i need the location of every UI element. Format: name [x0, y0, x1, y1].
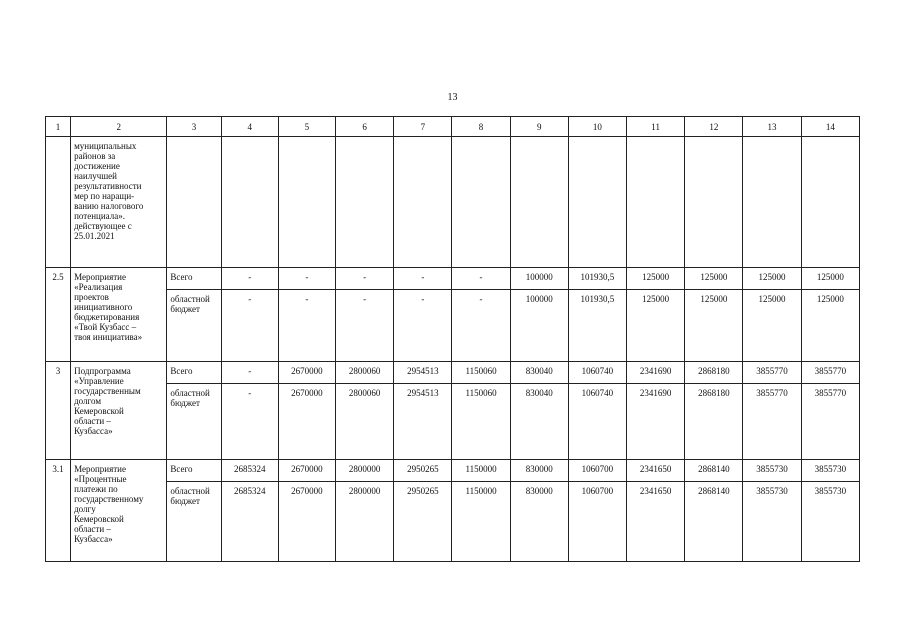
value-cell: 1060740: [568, 384, 626, 460]
column-header: 8: [452, 117, 510, 137]
value-cell: 1060740: [568, 362, 626, 384]
value-cell: 2670000: [278, 362, 335, 384]
value-cell: 2950265: [394, 460, 452, 482]
continuation-row: [46, 137, 860, 268]
value-cell: 1150000: [452, 482, 510, 562]
value-cell: 100000: [510, 290, 568, 362]
value-cell: -: [221, 268, 278, 290]
column-header: 1: [46, 117, 71, 137]
value-cell: 2954513: [394, 362, 452, 384]
value-cell: 3855730: [743, 482, 801, 562]
column-header: 14: [801, 117, 859, 137]
value-cell: 125000: [627, 268, 685, 290]
value-cell: 3855770: [801, 384, 859, 460]
row-number: 2.5: [46, 268, 71, 362]
funding-source: областной бюджет: [167, 384, 221, 460]
empty-cell: [452, 137, 510, 268]
value-cell: -: [221, 290, 278, 362]
empty-cell: [743, 137, 801, 268]
value-cell: 2685324: [221, 460, 278, 482]
table-row: [46, 268, 860, 290]
value-cell: 101930,5: [568, 290, 626, 362]
value-cell: 2800060: [336, 384, 394, 460]
column-header: 2: [71, 117, 167, 137]
value-cell: 100000: [510, 268, 568, 290]
value-cell: 125000: [743, 290, 801, 362]
value-cell: 125000: [627, 290, 685, 362]
empty-cell: [685, 137, 743, 268]
value-cell: 2341650: [627, 460, 685, 482]
value-cell: 830040: [510, 384, 568, 460]
value-cell: 1060700: [568, 460, 626, 482]
value-cell: 125000: [743, 268, 801, 290]
column-header: 3: [167, 117, 221, 137]
empty-cell: [394, 137, 452, 268]
value-cell: 3855770: [743, 362, 801, 384]
empty-cell: [278, 137, 335, 268]
value-cell: 3855770: [743, 384, 801, 460]
row-name: Мероприятие «Реализация проектов инициативного бюджетирования «Твой Кузбасс – твоя инициатива»: [71, 268, 167, 362]
value-cell: 2685324: [221, 482, 278, 562]
value-cell: 830040: [510, 362, 568, 384]
value-cell: -: [336, 290, 394, 362]
table-row: [46, 460, 860, 482]
value-cell: 1060700: [568, 482, 626, 562]
column-header: 12: [685, 117, 743, 137]
value-cell: 3855730: [801, 460, 859, 482]
value-cell: 125000: [685, 268, 743, 290]
value-cell: 3855730: [801, 482, 859, 562]
table-row: [46, 362, 860, 384]
empty-cell: [568, 137, 626, 268]
table-row: [46, 384, 860, 460]
empty-cell: [167, 137, 221, 268]
value-cell: -: [221, 362, 278, 384]
funding-source: Всего: [167, 460, 221, 482]
funding-source: областной бюджет: [167, 482, 221, 562]
value-cell: -: [452, 290, 510, 362]
row-name: Мероприятие «Процентные платежи по государственному долгу Кемеровской области – Кузбасса»: [71, 460, 167, 562]
table-row: [46, 290, 860, 362]
empty-cell: [510, 137, 568, 268]
empty-cell: [801, 137, 859, 268]
value-cell: -: [394, 290, 452, 362]
value-cell: 125000: [801, 268, 859, 290]
value-cell: 1150000: [452, 460, 510, 482]
value-cell: 2800060: [336, 362, 394, 384]
column-header: 4: [221, 117, 278, 137]
table-row: [46, 482, 860, 562]
continuation-text: муниципальных районов за достижение наилучшей результативности мер по наращи- ванию налогового потенциала». действующее с 25.01.2021: [71, 137, 167, 268]
value-cell: 125000: [801, 290, 859, 362]
value-cell: -: [394, 268, 452, 290]
value-cell: 2868180: [685, 362, 743, 384]
empty-cell: [627, 137, 685, 268]
value-cell: 830000: [510, 460, 568, 482]
empty-cell: [221, 137, 278, 268]
value-cell: 2800000: [336, 460, 394, 482]
value-cell: -: [336, 268, 394, 290]
column-header: 6: [336, 117, 394, 137]
value-cell: -: [278, 268, 335, 290]
value-cell: 830000: [510, 482, 568, 562]
empty-cell: [336, 137, 394, 268]
value-cell: 2670000: [278, 384, 335, 460]
value-cell: 2868140: [685, 460, 743, 482]
column-header: 11: [627, 117, 685, 137]
column-header: 13: [743, 117, 801, 137]
value-cell: 1150060: [452, 362, 510, 384]
value-cell: 2670000: [278, 460, 335, 482]
value-cell: 125000: [685, 290, 743, 362]
header-row: [46, 117, 860, 137]
empty-cell: [46, 137, 71, 268]
value-cell: 2341690: [627, 362, 685, 384]
value-cell: 2868140: [685, 482, 743, 562]
value-cell: 101930,5: [568, 268, 626, 290]
column-header: 10: [568, 117, 626, 137]
value-cell: 2868180: [685, 384, 743, 460]
column-header: 9: [510, 117, 568, 137]
page-number: 13: [447, 92, 458, 103]
value-cell: -: [221, 384, 278, 460]
value-cell: 2341690: [627, 384, 685, 460]
value-cell: 2670000: [278, 482, 335, 562]
value-cell: 2950265: [394, 482, 452, 562]
row-number: 3.1: [46, 460, 71, 562]
value-cell: 1150060: [452, 384, 510, 460]
funding-source: областной бюджет: [167, 290, 221, 362]
value-cell: -: [452, 268, 510, 290]
column-header: 5: [278, 117, 335, 137]
funding-source: Всего: [167, 268, 221, 290]
value-cell: -: [278, 290, 335, 362]
funding-source: Всего: [167, 362, 221, 384]
value-cell: 2954513: [394, 384, 452, 460]
column-header: 7: [394, 117, 452, 137]
row-name: Подпрограмма «Управление государственным долгом Кемеровской области – Кузбасса»: [71, 362, 167, 460]
row-number: 3: [46, 362, 71, 460]
value-cell: 3855730: [743, 460, 801, 482]
value-cell: 2341650: [627, 482, 685, 562]
value-cell: 2800000: [336, 482, 394, 562]
budget-table: [45, 116, 860, 562]
value-cell: 3855770: [801, 362, 859, 384]
